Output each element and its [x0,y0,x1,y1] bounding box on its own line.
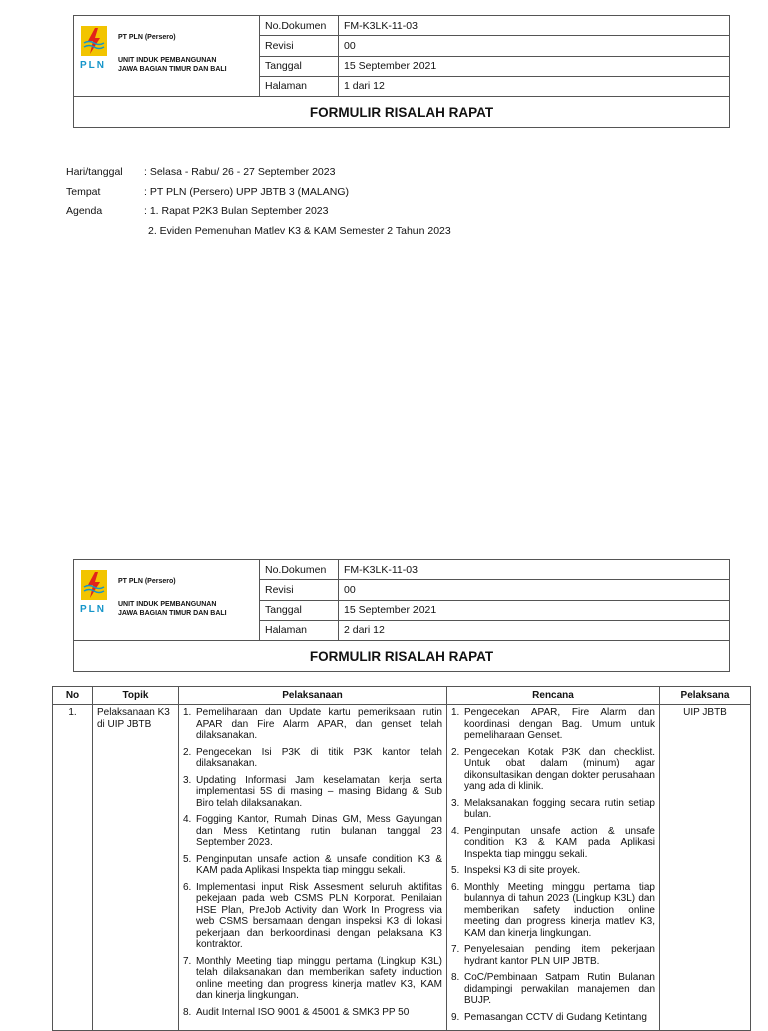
pelaksanaan-item [183,956,442,1002]
pelaksanaan-item [183,882,442,951]
company-name: PT PLN (Persero) [118,34,176,41]
doc-number-value: FM-K3LK-11-03 [339,16,730,36]
pelaksanaan-item-text: Updating Informasi Jam keselamatan kerja serta implementasi 5S di masing – masing Bidang & Sub Biro telah dilaksanakan. [196,774,442,809]
unit-name-line-1: UNIT INDUK PEMBANGUNAN [118,57,217,64]
doc-number-label: No.Dokumen [260,560,339,580]
page-label: Halaman [260,76,339,96]
company-name: PT PLN (Persero) [118,578,176,585]
meeting-place-value: : PT PLN (Persero) UPP JBTB 3 (MALANG) [144,186,349,198]
pelaksanaan-item [183,854,442,877]
rencana-item-text: Melaksanakan fogging secara rutin setiap bulan. [464,797,655,820]
rencana-item-text: Penyelesaian pending item pekerjaan hydrant kantor PLN UIP JBTB. [464,944,655,967]
rencana-item-number: 6. [451,881,460,893]
pelaksanaan-item-text: Audit Internal ISO 9001 & 45001 & SMK3 PP 50 [196,1006,410,1018]
table-header-row [53,687,751,705]
revision-label: Revisi [260,36,339,56]
rencana-item [451,798,655,821]
date-value: 15 September 2021 [339,600,730,620]
rencana-item [451,865,655,877]
rencana-item-text: Pengecekan Kotak P3K dan checklist. Untuk obat dalam (minum) agar dikonsultasikan dengan dokter perusahaan yang ada di klinik. [464,746,655,792]
pelaksanaan-item-text: Monthly Meeting tiap minggu pertama (Lingkup K3L) telah dilaksanakan dan memberikan safety induction online meeting dan progress kinerja matlev K3, KAM dan kinerja lingkungan. [196,955,442,1001]
meeting-agenda-item-2: 2. Eviden Pemenuhan Matlev K3 & KAM Semester 2 Tahun 2023 [148,225,451,237]
unit-name-line-1: UNIT INDUK PEMBANGUNAN [118,601,217,608]
pelaksanaan-item-number: 3. [183,774,192,786]
page-value: 1 dari 12 [339,76,730,96]
col-header-pelaksana: Pelaksana [660,687,751,705]
logo-text: PLN [80,60,106,71]
pelaksanaan-item-number: 6. [183,881,192,893]
doc-number-value: FM-K3LK-11-03 [339,560,730,580]
pelaksanaan-item-number: 5. [183,853,192,865]
form-title: FORMULIR RISALAH RAPAT [74,641,730,672]
doc-number-label: No.Dokumen [260,16,339,36]
col-header-no: No [53,687,93,705]
pelaksanaan-item-number: 8. [183,1006,192,1018]
pelaksanaan-item-text: Implementasi input Risk Assesment seluruh aktifitas pekejaan pada web CSMS PLN Korporat. Penilaian HSE Plan, PreJob Activity dan Work In Progress via web CSMS bersamaan dengan inspeksi K3 di lokasi pekerjaan dan berkoordinasi dengan pelaksana K3 kontraktor. [196,881,442,950]
rencana-item-text: Penginputan unsafe action & unsafe condition K3 & KAM pada Aplikasi Inspekta tiap minggu sekali. [464,825,655,860]
pelaksanaan-item [183,707,442,742]
pln-logo-icon [81,26,107,56]
pelaksanaan-item-text: Fogging Kantor, Rumah Dinas GM, Mess Gayungan dan Mess Ketintang rutin bulanan tanggal 23 September 2023. [196,814,442,848]
pelaksanaan-item [183,747,442,770]
form-title: FORMULIR RISALAH RAPAT [74,97,730,128]
page-value: 2 dari 12 [339,620,730,640]
rencana-item-number: 7. [451,944,460,955]
col-header-pelaksanaan: Pelaksanaan [179,687,447,705]
pln-logo-icon [81,570,107,600]
row-pelaksanaan-cell [179,705,447,1031]
rencana-item-text: Monthly Meeting minggu pertama tiap bulannya di tahun 2023 (Lingkup K3L) dan memberikan safety induction online meeting dan progress kinerja matlev K3, KAM dan kinerja lingkungan. [464,881,655,939]
meeting-day-label: Hari/tanggal [66,166,123,178]
revision-value: 00 [339,36,730,56]
meeting-day-value: : Selasa - Rabu/ 26 - 27 September 2023 [144,166,336,178]
pelaksanaan-item-number: 1. [183,707,192,718]
page-label: Halaman [260,620,339,640]
pelaksanaan-item-number: 4. [183,814,192,825]
pelaksanaan-list [183,707,442,1018]
date-value: 15 September 2021 [339,56,730,76]
meeting-agenda-item-1: : 1. Rapat P2K3 Bulan September 2023 [144,205,329,217]
header-logo-cell [74,560,260,641]
rencana-item-number: 2. [451,746,460,758]
logo-text: PLN [80,604,106,615]
rencana-item-number: 5. [451,865,460,876]
revision-label: Revisi [260,580,339,600]
pelaksanaan-item-text: Pengecekan Isi P3K di titik P3K kantor telah dilaksanakan. [196,746,442,769]
rencana-list [451,707,655,1023]
rencana-item [451,826,655,861]
rencana-item [451,707,655,742]
row-number: 1. [53,705,93,1031]
row-rencana-cell [447,705,660,1031]
rencana-item [451,747,655,793]
document-header-page-2 [73,559,730,672]
rencana-item-text: Pengecekan APAR, Fire Alarm dan koordinasi dengan Bag. Umum untuk pemeliharaan Genset. [464,707,655,741]
date-label: Tanggal [260,600,339,620]
rencana-item-number: 3. [451,797,460,809]
pelaksanaan-item-text: Penginputan unsafe action & unsafe condition K3 & KAM pada Aplikasi Inspekta tiap minggu sekali. [196,853,442,876]
revision-value: 00 [339,580,730,600]
meeting-place-label: Tempat [66,186,101,198]
col-header-topik: Topik [93,687,179,705]
col-header-rencana: Rencana [447,687,660,705]
pelaksanaan-item-text: Pemeliharaan dan Update kartu pemeriksaan rutin APAR dan Fire Alarm APAR, dan genset telah dilaksanakan. [196,707,442,741]
rencana-item [451,1012,655,1024]
unit-name-line-2: JAWA BAGIAN TIMUR DAN BALI [118,66,227,73]
rencana-item-text: Pemasangan CCTV di Gudang Ketintang [464,1011,647,1023]
pelaksanaan-item-number: 7. [183,955,192,967]
table-row [53,705,751,1031]
pelaksanaan-item-number: 2. [183,746,192,758]
pelaksanaan-item [183,1007,442,1019]
pelaksanaan-item [183,814,442,849]
row-topic: Pelaksanaan K3 di UIP JBTB [93,705,179,1031]
rencana-item-text: Inspeksi K3 di site proyek. [464,865,581,876]
pelaksanaan-item [183,775,442,810]
rencana-item [451,882,655,940]
rencana-item [451,944,655,967]
rencana-item-number: 1. [451,707,460,718]
unit-name-line-2: JAWA BAGIAN TIMUR DAN BALI [118,610,227,617]
meeting-agenda-label: Agenda [66,205,103,217]
rencana-item [451,972,655,1007]
date-label: Tanggal [260,56,339,76]
rencana-item-number: 8. [451,972,460,983]
row-pelaksana: UIP JBTB [660,705,751,1031]
minutes-table [52,686,751,1031]
rencana-item-number: 9. [451,1011,460,1023]
rencana-item-number: 4. [451,825,460,837]
header-logo-cell [74,16,260,97]
document-header-page-1 [73,15,730,128]
rencana-item-text: CoC/Pembinaan Satpam Rutin Bulanan didampingi perwakilan manajemen dan BUJP. [464,972,655,1006]
